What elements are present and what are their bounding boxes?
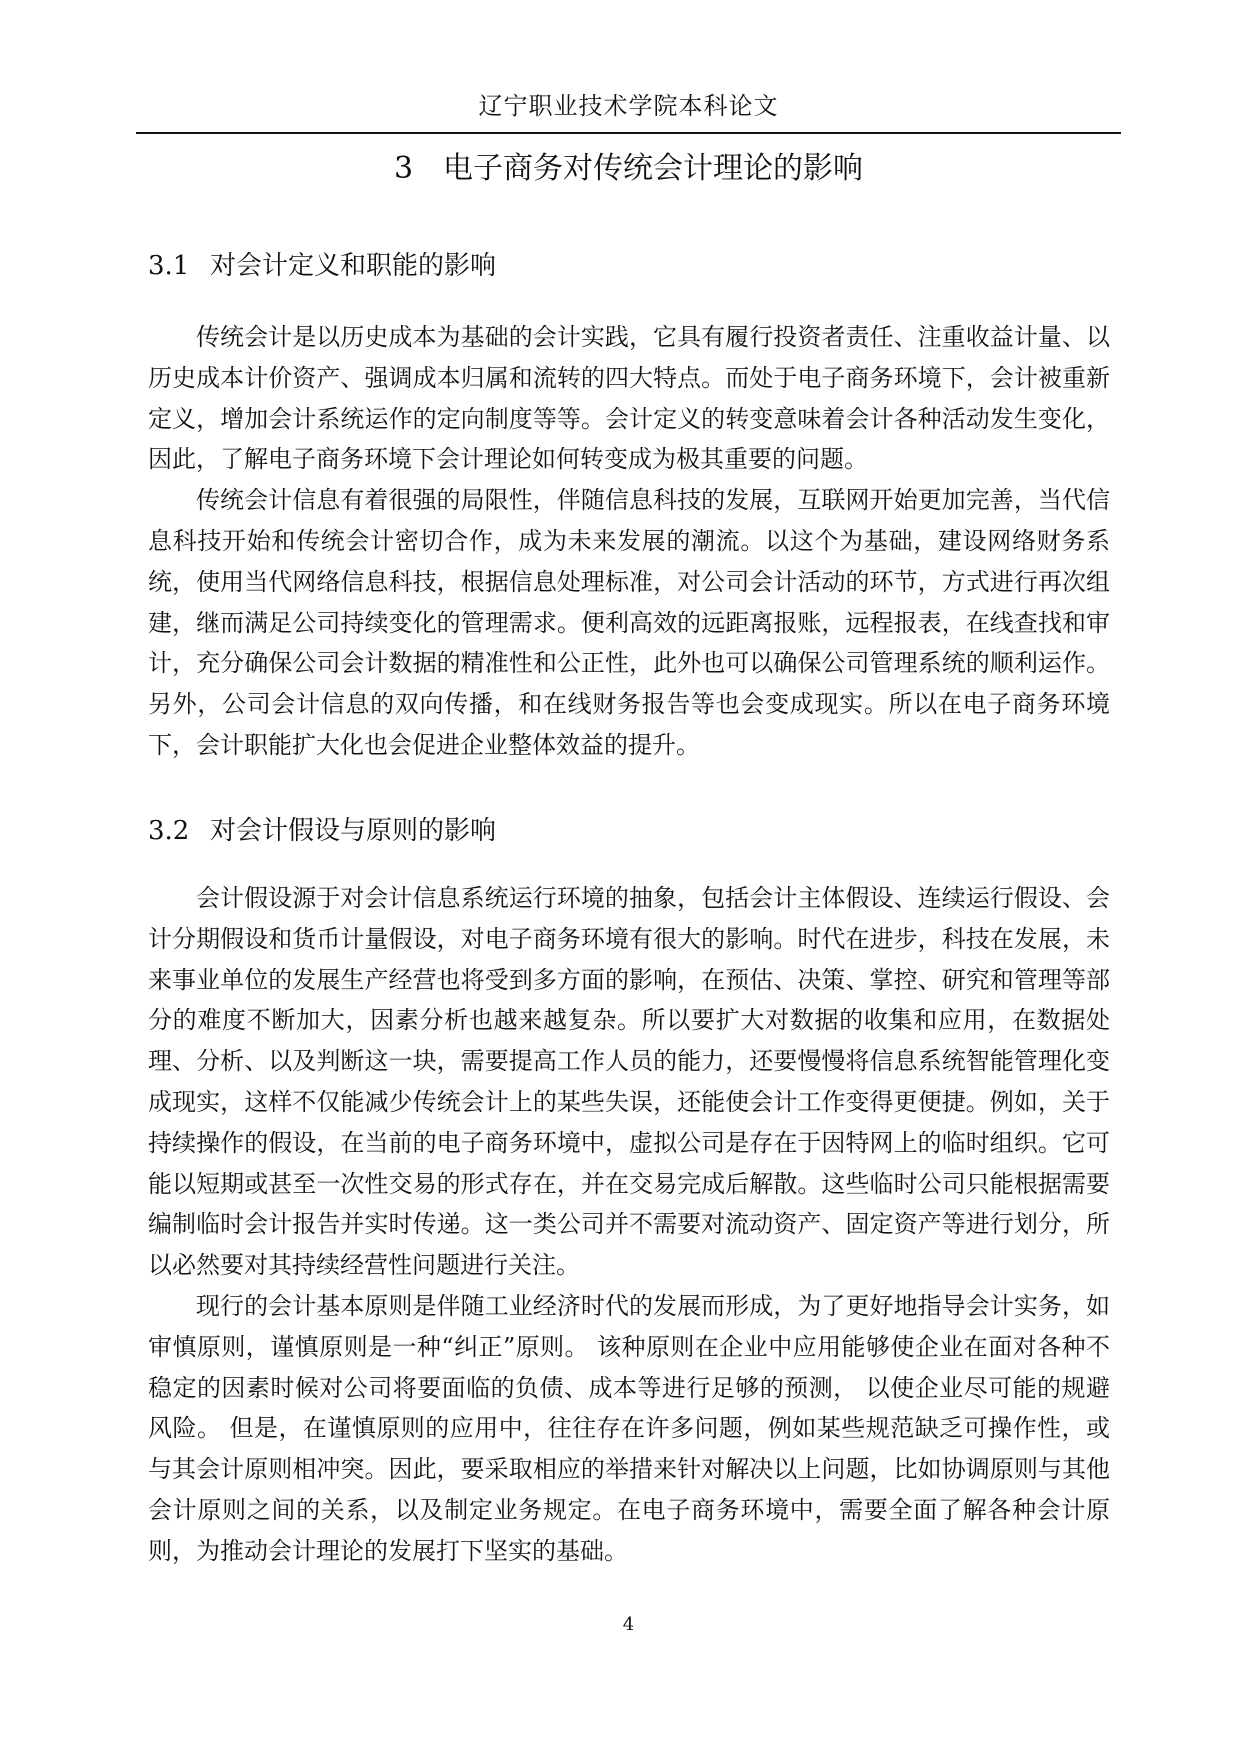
body-paragraph: 现行的会计基本原则是伴随工业经济时代的发展而形成，为了更好地指导会计实务，如审慎原则，谨慎原则是一种“纠正”原则。 该种原则在企业中应用能够使企业在面对各种不稳定的因素时候对公司将要面临的负债、成本等进行足够的预测， 以使企业尽可能的规避风险。 但是，在谨慎原则的应用中，往往存在许多问题，例如某些规范缺乏可操作性，或与其会计原则相冲突。因此，要采取相应的举措来针对解决以上问题，比如协调原则与其他会计原则之间的关系，以及制定业务规定。在电子商务环境中，需要全面了解各种会计原则，为推动会计理论的发展打下坚实的基础。 (148, 1291, 1110, 1565)
section-number: 3.2 (148, 816, 190, 846)
body-paragraph: 传统会计是以历史成本为基础的会计实践，它具有履行投资者责任、注重收益计量、以历史成本计价资产、强调成本归属和流转的四大特点。而处于电子商务环境下，会计被重新定义，增加会计系统运作的定向制度等等。会计定义的转变意味着会计各种活动发生变化，因此，了解电子商务环境下会计理论如何转变成为极其重要的问题。 (148, 323, 1110, 474)
section-title: 对会计假设与原则的影响 (210, 816, 497, 846)
body-paragraph: 传统会计信息有着很强的局限性，伴随信息科技的发展，互联网开始更加完善，当代信息科技开始和传统会计密切合作，成为未来发展的潮流。以这个为基础，建设网络财务系统，使用当代网络信息科技，根据信息处理标准，对公司会计活动的环节，方式进行再次组建，继而满足公司持续变化的管理需求。便利高效的远距离报账，远程报表，在线查找和审计，充分确保公司会计数据的精准性和公正性，此外也可以确保公司管理系统的顺利运作。另外，公司会计信息的双向传播，和在线财务报告等也会变成现实。所以在电子商务环境下，会计职能扩大化也会促进企业整体效益的提升。 (148, 486, 1110, 759)
section-heading-3-1 (148, 246, 496, 286)
section-heading-3-2 (148, 811, 496, 851)
header-divider (136, 132, 1121, 134)
chapter-title-text: 电子商务对传统会计理论的影响 (443, 151, 864, 186)
page-number: 4 (622, 1614, 635, 1635)
section-title: 对会计定义和职能的影响 (210, 251, 497, 281)
chapter-number: 3 (393, 151, 414, 186)
section-body-3-1 (148, 317, 1110, 766)
running-header: 辽宁职业技术学院本科论文 (478, 92, 779, 120)
section-number: 3.1 (148, 251, 190, 281)
chapter-title (136, 144, 1121, 194)
body-paragraph: 会计假设源于对会计信息系统运行环境的抽象，包括会计主体假设、连续运行假设、会计分期假设和货币计量假设，对电子商务环境有很大的影响。时代在进步，科技在发展，未来事业单位的发展生产经营也将受到多方面的影响，在预估、决策、掌控、研究和管理等部分的难度不断加大，因素分析也越来越复杂。所以要扩大对数据的收集和应用，在数据处理、分析、以及判断这一块，需要提高工作人员的能力，还要慢慢将信息系统智能管理化变成现实，这样不仅能减少传统会计上的某些失误，还能使会计工作变得更便捷。例如，关于持续操作的假设，在当前的电子商务环境中，虚拟公司是存在于因特网上的临时组织。它可能以短期或甚至一次性交易的形式存在，并在交易完成后解散。这些临时公司只能根据需要编制临时会计报告并实时传递。这一类公司并不需要对流动资产、固定资产等进行划分，所以必然要对其持续经营性问题进行关注。 (148, 884, 1110, 1280)
section-body-3-2 (148, 878, 1110, 1572)
